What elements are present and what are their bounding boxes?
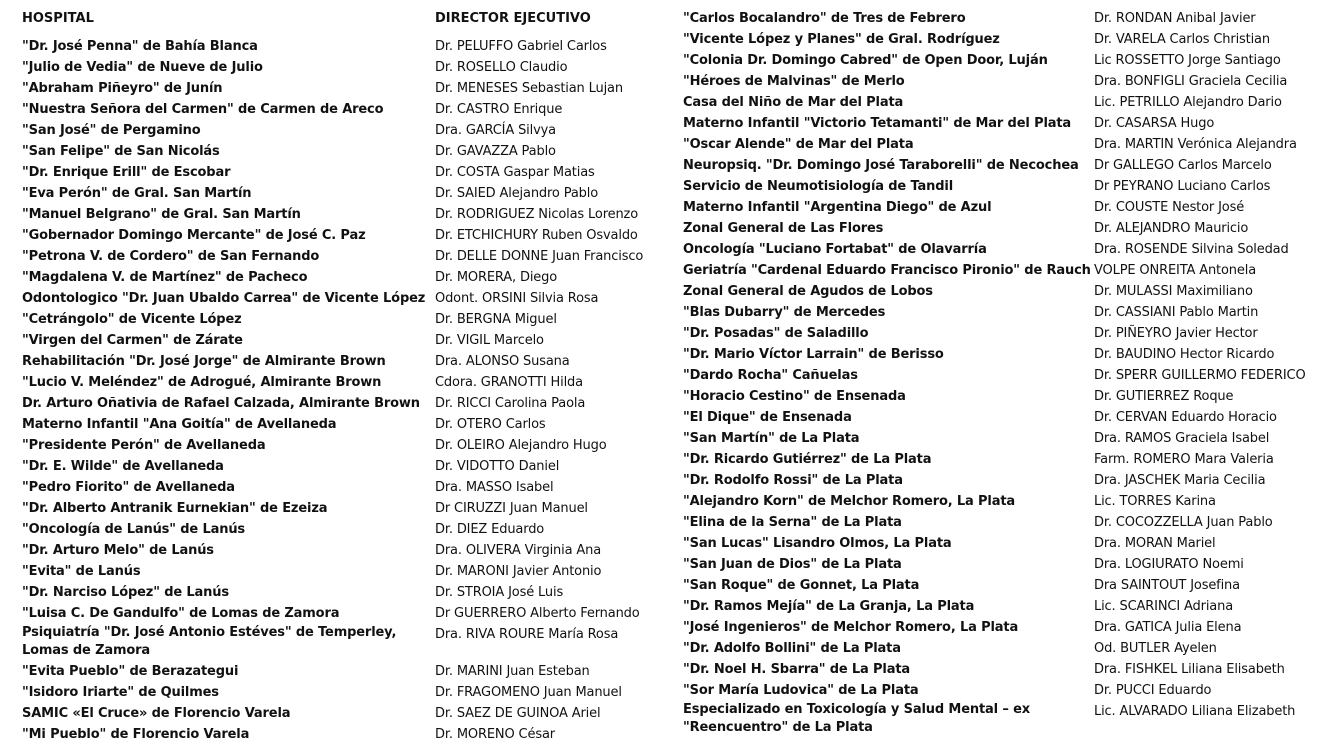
left-hospital-name: "Dr. Enrique Erill" de Escobar (22, 165, 231, 180)
left-director-name: Dr. MARINI Juan Esteban (435, 664, 590, 679)
right-director-name: Dr. PIÑEYRO Javier Hector (1094, 326, 1258, 341)
left-director-name: Dr CIRUZZI Juan Manuel (435, 501, 588, 516)
right-director-name: Lic. PETRILLO Alejandro Dario (1094, 95, 1282, 110)
left-director-name: Dr. MENESES Sebastian Lujan (435, 81, 623, 96)
right-hospital-name: "El Dique" de Ensenada (683, 410, 852, 425)
left-director-name: Dr. MORENO César (435, 727, 555, 742)
left-director-name: Dr. MORERA, Diego (435, 270, 558, 285)
right-director-name: Dr. ALEJANDRO Mauricio (1094, 221, 1249, 236)
right-hospital-name: "Colonia Dr. Domingo Cabred" de Open Door, Luján (683, 53, 1048, 68)
left-hospital-name: "Cetrángolo" de Vicente López (22, 312, 242, 327)
right-director-name: Dr. MULASSI Maximiliano (1094, 284, 1253, 299)
right-hospital-name: "San Martín" de La Plata (683, 431, 860, 446)
right-director-name: Dr. SPERR GUILLERMO FEDERICO (1094, 368, 1306, 383)
right-hospital-name: Materno Infantil "Argentina Diego" de Azul (683, 200, 992, 215)
right-director-name: Dr. COCOZZELLA Juan Pablo (1094, 515, 1273, 530)
right-director-name: Farm. ROMERO Mara Valeria (1094, 452, 1274, 467)
left-hospital-name: "Manuel Belgrano" de Gral. San Martín (22, 207, 301, 222)
left-hospital-name: "Dr. Arturo Melo" de Lanús (22, 543, 214, 558)
left-hospital-name: "Abraham Piñeyro" de Junín (22, 81, 223, 96)
left-hospital-name: "Nuestra Señora del Carmen" de Carmen de Areco (22, 102, 384, 117)
left-hospital-name: SAMIC «El Cruce» de Florencio Varela (22, 706, 291, 721)
left-director-name: Dr. COSTA Gaspar Matias (435, 165, 595, 180)
left-hospital-name: Dr. Arturo Oñativia de Rafael Calzada, Almirante Brown (22, 396, 420, 411)
left-director-name: Dr. SAIED Alejandro Pablo (435, 186, 599, 201)
right-hospital-name: "Vicente López y Planes" de Gral. Rodríguez (683, 32, 1000, 47)
left-director-name: Odont. ORSINI Silvia Rosa (435, 291, 599, 306)
right-director-name: Dra. MORAN Mariel (1094, 536, 1216, 551)
left-director-name: Dr. OTERO Carlos (435, 417, 546, 432)
right-director-name: Dra. GATICA Julia Elena (1094, 620, 1242, 635)
left-director-name: Dr. FRAGOMENO Juan Manuel (435, 685, 622, 700)
left-director-name: Dr. PELUFFO Gabriel Carlos (435, 39, 607, 54)
right-director-name: Dr. COUSTE Nestor José (1094, 200, 1245, 215)
right-director-name: Dr. BAUDINO Hector Ricardo (1094, 347, 1275, 362)
right-hospital-name: Casa del Niño de Mar del Plata (683, 95, 904, 110)
right-director-name: Dr. CASSIANI Pablo Martin (1094, 305, 1259, 320)
right-hospital-name: "Dr. Ramos Mejía" de La Granja, La Plata (683, 599, 975, 614)
right-director-name: Dra. RAMOS Graciela Isabel (1094, 431, 1270, 446)
left-director-column (435, 9, 675, 745)
right-director-name: Dra. ROSENDE Silvina Soledad (1094, 242, 1289, 257)
left-hospital-name: Psiquiatría "Dr. José Antonio Estéves" de Temperley, Lomas de Zamora (22, 625, 397, 658)
right-hospital-name: "Dr. Noel H. Sbarra" de La Plata (683, 662, 911, 677)
right-hospital-name: "Héroes de Malvinas" de Merlo (683, 74, 905, 89)
right-director-name: Lic. TORRES Karina (1094, 494, 1216, 509)
left-director-name: Dr. DIEZ Eduardo (435, 522, 545, 537)
left-hospital-name: "Dr. Narciso López" de Lanús (22, 585, 229, 600)
right-hospital-name: "José Ingenieros" de Melchor Romero, La Plata (683, 620, 1019, 635)
right-director-column (1094, 8, 1330, 738)
right-hospital-name: Especializado en Toxicología y Salud Mental – ex "Reencuentro" de La Plata (683, 702, 1030, 735)
left-director-name: Dr. BERGNA Miguel (435, 312, 557, 327)
right-hospital-name: "Carlos Bocalandro" de Tres de Febrero (683, 11, 966, 26)
right-hospital-name: "Horacio Cestino" de Ensenada (683, 389, 906, 404)
right-hospital-name: "Sor María Ludovica" de La Plata (683, 683, 919, 698)
left-director-name: Dr. STROIA José Luis (435, 585, 564, 600)
left-hospital-name: "San Felipe" de San Nicolás (22, 144, 220, 159)
left-hospital-name: "Petrona V. de Cordero" de San Fernando (22, 249, 320, 264)
left-hospital-name: "Eva Perón" de Gral. San Martín (22, 186, 252, 201)
right-hospital-name: "Blas Dubarry" de Mercedes (683, 305, 886, 320)
right-hospital-name: "Dr. Rodolfo Rossi" de La Plata (683, 473, 903, 488)
left-hospital-name: "Dr. E. Wilde" de Avellaneda (22, 459, 224, 474)
right-hospital-name: "Alejandro Korn" de Melchor Romero, La Plata (683, 494, 1016, 509)
right-hospital-name: "Dr. Posadas" de Saladillo (683, 326, 869, 341)
left-hospital-name: "Dr. Alberto Antranik Eurnekian" de Ezeiza (22, 501, 328, 516)
left-hospital-name: Materno Infantil "Ana Goitía" de Avellaneda (22, 417, 337, 432)
right-hospital-name: "San Roque" de Gonnet, La Plata (683, 578, 920, 593)
right-hospital-name: Zonal General de Las Flores (683, 221, 884, 236)
left-hospital-column (22, 9, 426, 745)
left-hospital-name: "Lucio V. Meléndez" de Adrogué, Almirante Brown (22, 375, 382, 390)
left-hospital-name: "Evita" de Lanús (22, 564, 141, 579)
left-hospital-name: "Dr. José Penna" de Bahía Blanca (22, 39, 258, 54)
right-hospital-name: Geriatría "Cardenal Eduardo Francisco Pironio" de Rauch (683, 263, 1091, 278)
right-hospital-name: Servicio de Neumotisiología de Tandil (683, 179, 953, 194)
left-hospital-name: "Evita Pueblo" de Berazategui (22, 664, 239, 679)
right-director-name: Lic ROSSETTO Jorge Santiago (1094, 53, 1281, 68)
left-hospital-name: Rehabilitación "Dr. José Jorge" de Almirante Brown (22, 354, 386, 369)
right-director-name: Dr. RONDAN Anibal Javier (1094, 11, 1256, 26)
hospital-header: HOSPITAL (22, 11, 94, 26)
right-hospital-name: Neuropsiq. "Dr. Domingo José Taraborelli" de Necochea (683, 158, 1079, 173)
right-director-name: Dr. CERVAN Eduardo Horacio (1094, 410, 1277, 425)
left-director-name: Dr. VIDOTTO Daniel (435, 459, 560, 474)
left-hospital-name: "Isidoro Iriarte" de Quilmes (22, 685, 219, 700)
right-hospital-name: "Dr. Ricardo Gutiérrez" de La Plata (683, 452, 932, 467)
left-director-name: Dra. GARCÍA Silvya (435, 123, 557, 138)
left-hospital-name: "Magdalena V. de Martínez" de Pacheco (22, 270, 308, 285)
right-hospital-name: Oncología "Luciano Fortabat" de Olavarría (683, 242, 987, 257)
right-hospital-column (683, 8, 1091, 738)
right-director-name: Dr GALLEGO Carlos Marcelo (1094, 158, 1272, 173)
left-director-name: Dr. DELLE DONNE Juan Francisco (435, 249, 644, 264)
right-hospital-name: "Oscar Alende" de Mar del Plata (683, 137, 914, 152)
left-director-name: Dr. RODRIGUEZ Nicolas Lorenzo (435, 207, 639, 222)
right-director-name: Lic. ALVARADO Liliana Elizabeth (1094, 704, 1296, 719)
left-director-name: Dr. RICCI Carolina Paola (435, 396, 586, 411)
left-hospital-name: "Luisa C. De Gandulfo" de Lomas de Zamora (22, 606, 340, 621)
right-hospital-name: "Dr. Mario Víctor Larrain" de Berisso (683, 347, 944, 362)
left-hospital-name: "San José" de Pergamino (22, 123, 201, 138)
left-director-name: Dra. OLIVERA Virginia Ana (435, 543, 602, 558)
left-director-name: Dr. OLEIRO Alejandro Hugo (435, 438, 607, 453)
left-director-name: Dr. CASTRO Enrique (435, 102, 563, 117)
left-hospital-name: "Pedro Fiorito" de Avellaneda (22, 480, 235, 495)
left-hospital-name: Odontologico "Dr. Juan Ubaldo Carrea" de Vicente López (22, 291, 426, 306)
left-director-name: Dr. SAEZ DE GUINOA Ariel (435, 706, 601, 721)
right-director-name: Dra. BONFIGLI Graciela Cecilia (1094, 74, 1288, 89)
right-director-name: Lic. SCARINCI Adriana (1094, 599, 1234, 614)
right-director-name: Od. BUTLER Ayelen (1094, 641, 1217, 656)
right-hospital-name: "Dardo Rocha" Cañuelas (683, 368, 858, 383)
right-hospital-name: "Dr. Adolfo Bollini" de La Plata (683, 641, 901, 656)
right-director-name: VOLPE ONREITA Antonela (1094, 263, 1257, 278)
right-hospital-name: "San Juan de Dios" de La Plata (683, 557, 902, 572)
right-director-name: Dra SAINTOUT Josefina (1094, 578, 1240, 593)
right-director-name: Dr. PUCCI Eduardo (1094, 683, 1212, 698)
right-director-name: Dr. GUTIERREZ Roque (1094, 389, 1234, 404)
right-director-name: Dr. VARELA Carlos Christian (1094, 32, 1270, 47)
left-hospital-name: "Presidente Perón" de Avellaneda (22, 438, 266, 453)
left-hospital-name: "Mi Pueblo" de Florencio Varela (22, 727, 250, 742)
right-director-name: Dra. LOGIURATO Noemi (1094, 557, 1244, 572)
left-hospital-name: "Julio de Vedia" de Nueve de Julio (22, 60, 263, 75)
left-hospital-name: "Oncología de Lanús" de Lanús (22, 522, 246, 537)
director-header: DIRECTOR EJECUTIVO (435, 11, 591, 26)
right-director-name: Dra. FISHKEL Liliana Elisabeth (1094, 662, 1285, 677)
left-director-name: Dr. ROSELLO Claudio (435, 60, 568, 75)
left-director-name: Dr. MARONI Javier Antonio (435, 564, 602, 579)
right-hospital-name: "Elina de la Serna" de La Plata (683, 515, 902, 530)
right-director-name: Dra. MARTIN Verónica Alejandra (1094, 137, 1297, 152)
right-director-name: Dra. JASCHEK Maria Cecilia (1094, 473, 1266, 488)
left-director-name: Dr. GAVAZZA Pablo (435, 144, 556, 159)
right-hospital-name: Zonal General de Agudos de Lobos (683, 284, 933, 299)
right-hospital-name: Materno Infantil "Victorio Tetamanti" de Mar del Plata (683, 116, 1072, 131)
left-director-name: Dra. MASSO Isabel (435, 480, 554, 495)
left-hospital-name: "Gobernador Domingo Mercante" de José C. Paz (22, 228, 366, 243)
left-director-name: Dr. VIGIL Marcelo (435, 333, 544, 348)
right-hospital-name: "San Lucas" Lisandro Olmos, La Plata (683, 536, 952, 551)
right-director-name: Dr PEYRANO Luciano Carlos (1094, 179, 1271, 194)
left-hospital-name: "Virgen del Carmen" de Zárate (22, 333, 243, 348)
left-director-name: Dr. ETCHICHURY Ruben Osvaldo (435, 228, 638, 243)
left-director-name: Dra. ALONSO Susana (435, 354, 570, 369)
left-director-name: Cdora. GRANOTTI Hilda (435, 375, 583, 390)
left-director-name: Dra. RIVA ROURE María Rosa (435, 627, 619, 642)
right-director-name: Dr. CASARSA Hugo (1094, 116, 1215, 131)
left-director-name: Dr GUERRERO Alberto Fernando (435, 606, 640, 621)
